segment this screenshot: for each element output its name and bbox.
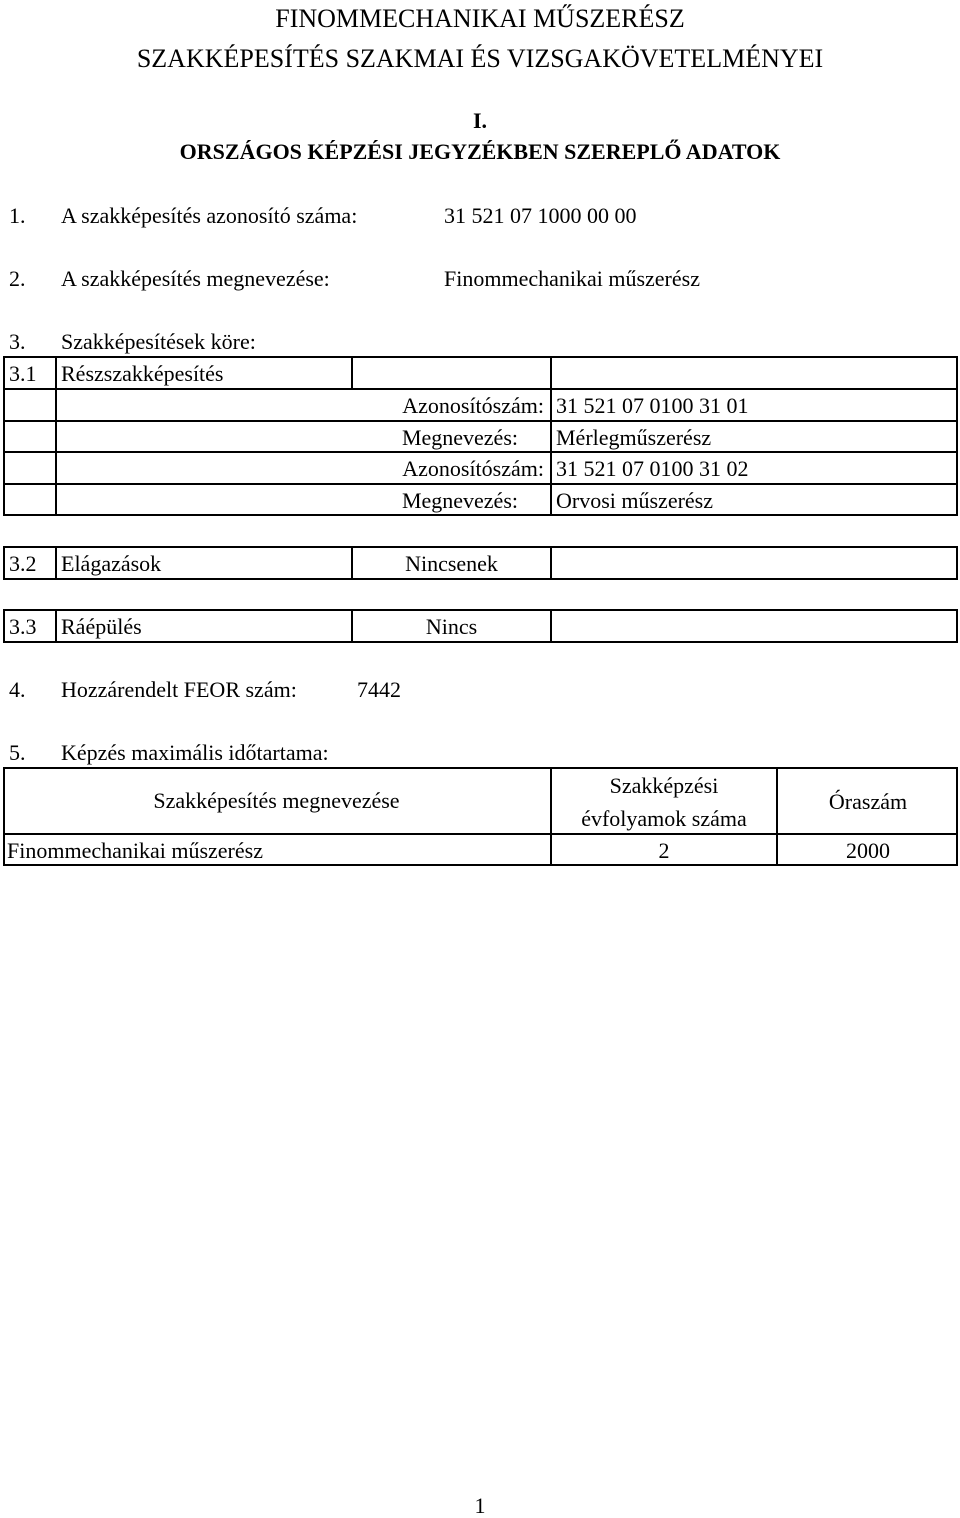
document-title-line1: FINOMMECHANIKAI MŰSZERÉSZ xyxy=(275,4,685,33)
item31-row3-value: 31 521 07 0100 31 02 xyxy=(556,456,749,481)
item4-label: Hozzárendelt FEOR szám: xyxy=(61,677,297,702)
item3-number: 3. xyxy=(9,329,26,354)
item31-row1-key: Azonosítószám: xyxy=(402,393,544,418)
item32-number: 3.2 xyxy=(9,551,37,576)
item31-row4-value: Orvosi műszerész xyxy=(556,488,714,513)
item2-value: Finommechanikai műszerész xyxy=(444,266,700,291)
item33-label: Ráépülés xyxy=(61,614,142,639)
row-qualification-name: Finommechanikai műszerész xyxy=(7,838,263,863)
document-title-line2: SZAKKÉPESÍTÉS SZAKMAI ÉS VIZSGAKÖVETELMÉNYEI xyxy=(136,44,824,73)
item5-label: Képzés maximális időtartama: xyxy=(61,740,329,765)
header-hours: Óraszám xyxy=(828,789,908,814)
item31-number: 3.1 xyxy=(9,361,37,386)
header-qualification-name: Szakképesítés megnevezése xyxy=(153,788,400,813)
item2-number: 2. xyxy=(9,266,26,291)
item31-row2-key: Megnevezés: xyxy=(401,425,518,450)
item31-row3-key: Azonosítószám: xyxy=(402,456,544,481)
item31-row2-value: Mérlegműszerész xyxy=(556,425,712,450)
section-number: I. xyxy=(472,108,488,133)
item32-label: Elágazások xyxy=(61,551,162,576)
item31-row4-key: Megnevezés: xyxy=(401,488,518,513)
row-hours: 2000 xyxy=(846,838,890,863)
item31-label: Részszakképesítés xyxy=(61,361,224,386)
section-heading: ORSZÁGOS KÉPZÉSI JEGYZÉKBEN SZEREPLŐ ADATOK xyxy=(179,139,781,164)
item33-value: Nincs xyxy=(425,614,478,639)
page-number: 1 xyxy=(474,1493,486,1518)
item4-value: 7442 xyxy=(357,677,401,702)
item1-value: 31 521 07 1000 00 00 xyxy=(444,203,637,228)
header-years-line2: évfolyamok száma xyxy=(581,806,747,831)
item31-row1-value: 31 521 07 0100 31 01 xyxy=(556,393,749,418)
item1-label: A szakképesítés azonosító száma: xyxy=(61,203,358,228)
item5-number: 5. xyxy=(9,740,26,765)
item2-label: A szakképesítés megnevezése: xyxy=(61,266,330,291)
item32-value: Nincsenek xyxy=(405,551,498,576)
item3-label: Szakképesítések köre: xyxy=(61,329,256,354)
row-years: 2 xyxy=(658,838,670,863)
item33-number: 3.3 xyxy=(9,614,37,639)
item4-number: 4. xyxy=(9,677,26,702)
item1-number: 1. xyxy=(9,203,26,228)
header-years-line1: Szakképzési xyxy=(609,773,719,798)
